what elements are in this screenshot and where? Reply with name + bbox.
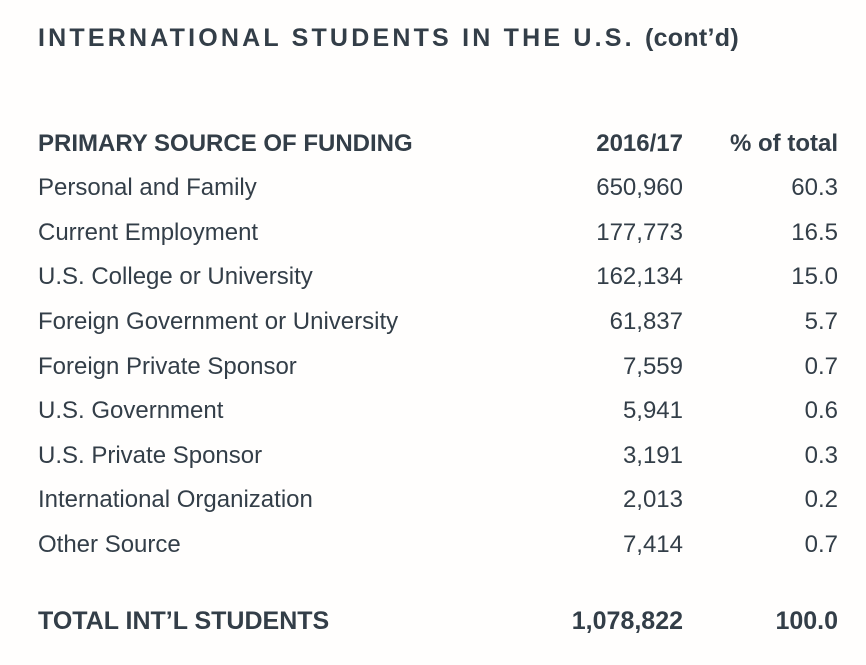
row-value: 5,941 <box>622 397 683 425</box>
page-title-main: INTERNATIONAL STUDENTS IN THE U.S. <box>38 24 635 52</box>
total-percent: 100.0 <box>775 607 838 636</box>
row-label: U.S. College or University <box>38 263 313 291</box>
row-value: 61,837 <box>609 308 683 336</box>
row-label: International Organization <box>38 486 313 514</box>
row-percent: 0.3 <box>804 441 838 469</box>
funding-table-body <box>38 166 838 567</box>
row-percent: 60.3 <box>791 174 838 202</box>
total-value: 1,078,822 <box>571 607 683 636</box>
table-row <box>38 434 838 479</box>
row-value: 7,414 <box>622 531 683 559</box>
table-row <box>38 255 838 300</box>
row-percent: 0.7 <box>804 531 838 559</box>
row-label: Foreign Government or University <box>38 308 399 336</box>
row-percent: 16.5 <box>791 218 838 246</box>
table-row <box>38 344 838 389</box>
column-header-year: 2016/17 <box>596 129 683 157</box>
total-label: TOTAL INT’L STUDENTS <box>38 607 330 636</box>
row-label: U.S. Private Sponsor <box>38 441 263 469</box>
funding-table-header <box>38 121 838 166</box>
table-row <box>38 300 838 345</box>
page-title <box>38 24 838 53</box>
row-value: 3,191 <box>622 441 683 469</box>
row-percent: 0.2 <box>804 486 838 514</box>
row-label: U.S. Government <box>38 397 224 425</box>
row-percent: 15.0 <box>791 263 838 291</box>
row-value: 162,134 <box>596 263 683 291</box>
table-row <box>38 523 838 568</box>
row-percent: 5.7 <box>804 308 838 336</box>
funding-table-footer <box>38 567 838 636</box>
total-row <box>38 567 838 636</box>
row-value: 650,960 <box>596 174 683 202</box>
row-label: Current Employment <box>38 218 259 246</box>
table-row <box>38 478 838 523</box>
table-row <box>38 166 838 211</box>
column-header-percent: % of total <box>730 129 838 157</box>
row-percent: 0.7 <box>804 352 838 380</box>
row-value: 2,013 <box>622 486 683 514</box>
row-value: 7,559 <box>622 352 683 380</box>
row-label: Foreign Private Sponsor <box>38 352 297 380</box>
row-value: 177,773 <box>596 218 683 246</box>
table-row <box>38 211 838 256</box>
page-title-suffix: (cont’d) <box>644 24 739 52</box>
funding-table <box>38 121 838 636</box>
row-label: Other Source <box>38 531 181 559</box>
table-row <box>38 389 838 434</box>
header-row <box>38 121 838 166</box>
row-label: Personal and Family <box>38 174 257 202</box>
row-percent: 0.6 <box>804 397 838 425</box>
column-header-funding-source: PRIMARY SOURCE OF FUNDING <box>38 129 413 157</box>
